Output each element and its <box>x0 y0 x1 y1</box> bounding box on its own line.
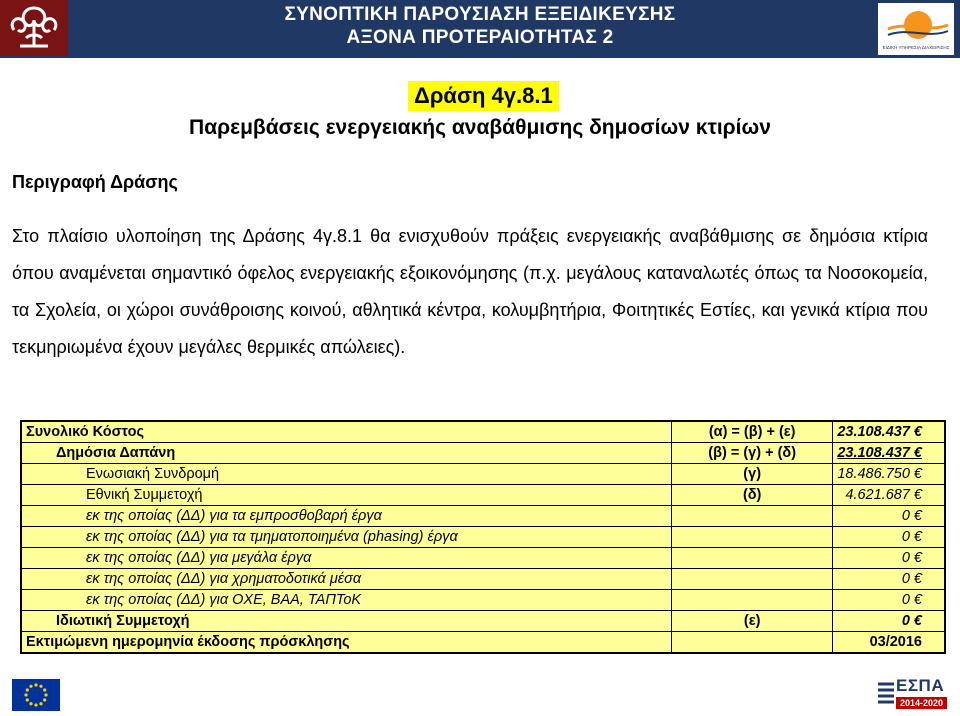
formula-empty <box>672 632 833 654</box>
right-logo-caption: ΕΙΔΙΚΗ ΥΠΗΡΕΣΙΑ ΔΙΑΧΕΙΡΙΣΗΣ <box>882 45 950 50</box>
formula-empty <box>672 548 833 569</box>
label-public-expenditure: Δημόσια Δαπάνη <box>21 443 672 464</box>
greek-ornament-logo-icon <box>0 0 68 56</box>
value-private-contribution: 0 € <box>833 611 945 632</box>
table-row-national <box>21 485 945 506</box>
header-title <box>180 3 780 49</box>
value-phasing-projects: 0 € <box>833 527 945 548</box>
formula-private-contribution: (ε) <box>672 611 833 632</box>
formula-empty <box>672 569 833 590</box>
table-row <box>21 548 945 569</box>
table-row <box>21 590 945 611</box>
header-title-line1: ΣΥΝΟΠΤΙΚΗ ΠΑΡΟΥΣΙΑΣΗ ΕΞΕΙΔΙΚΕΥΣΗΣ <box>284 4 676 25</box>
value-national-contribution: 4.621.687 € <box>833 485 945 506</box>
value-call-date: 03/2016 <box>833 632 945 654</box>
value-major-projects: 0 € <box>833 548 945 569</box>
description-heading: Περιγραφή Δράσης <box>12 172 178 192</box>
sun-logo-icon <box>878 3 954 55</box>
table-row <box>21 527 945 548</box>
cost-table <box>20 420 946 654</box>
label-financial-instruments: εκ της οποίας (ΔΔ) για χρηματοδοτικά μέσα <box>21 569 672 590</box>
header-title-line2: ΑΞΟΝΑ ΠΡΟΤΕΡΑΙΟΤΗΤΑΣ 2 <box>346 27 614 48</box>
value-eu-contribution: 18.486.750 € <box>833 464 945 485</box>
value-oxe-baa-taptok: 0 € <box>833 590 945 611</box>
espa-text: ΕΣΠΑ <box>896 676 945 695</box>
label-eu-contribution: Ενωσιακή Συνδρομή <box>21 464 672 485</box>
formula-eu-contribution: (γ) <box>672 464 833 485</box>
table-row-eu <box>21 464 945 485</box>
value-frontloaded-projects: 0 € <box>833 506 945 527</box>
formula-empty <box>672 590 833 611</box>
formula-empty <box>672 527 833 548</box>
action-code: Δράση 4γ.8.1 <box>408 81 559 111</box>
table-row <box>21 506 945 527</box>
label-national-contribution: Εθνική Συμμετοχή <box>21 485 672 506</box>
label-total-cost: Συνολικό Κόστος <box>21 421 672 443</box>
value-financial-instruments: 0 € <box>833 569 945 590</box>
label-oxe-baa-taptok: εκ της οποίας (ΔΔ) για ΟΧΕ, ΒΑΑ, ΤΑΠΤοΚ <box>21 590 672 611</box>
action-title: Παρεμβάσεις ενεργειακής αναβάθμισης δημοσίων κτιρίων <box>189 116 771 139</box>
espa-years: 2014-2020 <box>896 697 947 709</box>
eu-flag-icon <box>12 679 60 711</box>
formula-public-expenditure: (β) = (γ) + (δ) <box>672 443 833 464</box>
description-text: Στο πλαίσιο υλοποίηση της Δράσης 4γ.8.1 θα ενισχυθούν πράξεις ενεργειακής αναβάθμισης σε δημόσια κτίρια όπου αναμένεται σημαντικό όφελος ενεργειακής εξοικονόμησης (π.χ. μεγάλους καταναλωτές όπως τα Νοσοκομεία, τα Σχολεία, οι χώροι συνάθροισης κοινού, αθλητικά κέντρα, κολυμβητήρια, Φοιτητικές Εστίες, και γενικά κτίρια που τεκμηριωμένα έχουν μεγάλες θερμικές απώλειες). <box>12 226 928 357</box>
table-row <box>21 569 945 590</box>
label-frontloaded-projects: εκ της οποίας (ΔΔ) για τα εμπροσθοβαρή έργα <box>21 506 672 527</box>
table-row-public <box>21 443 945 464</box>
label-private-contribution: Ιδιωτική Συμμετοχή <box>21 611 672 632</box>
formula-empty <box>672 506 833 527</box>
header-bar <box>0 0 960 58</box>
espa-logo-icon <box>876 676 950 711</box>
table-row-call-date <box>21 632 945 654</box>
table-row-private <box>21 611 945 632</box>
formula-national-contribution: (δ) <box>672 485 833 506</box>
table-row-total <box>21 421 945 443</box>
value-total-cost: 23.108.437 € <box>833 421 945 443</box>
formula-total-cost: (α) = (β) + (ε) <box>672 421 833 443</box>
label-phasing-projects: εκ της οποίας (ΔΔ) για τα τμηματοποιημένα (phasing) έργα <box>21 527 672 548</box>
value-public-expenditure: 23.108.437 € <box>833 443 945 464</box>
label-call-date: Εκτιμώμενη ημερομηνία έκδοσης πρόσκλησης <box>21 632 672 654</box>
label-major-projects: εκ της οποίας (ΔΔ) για μεγάλα έργα <box>21 548 672 569</box>
